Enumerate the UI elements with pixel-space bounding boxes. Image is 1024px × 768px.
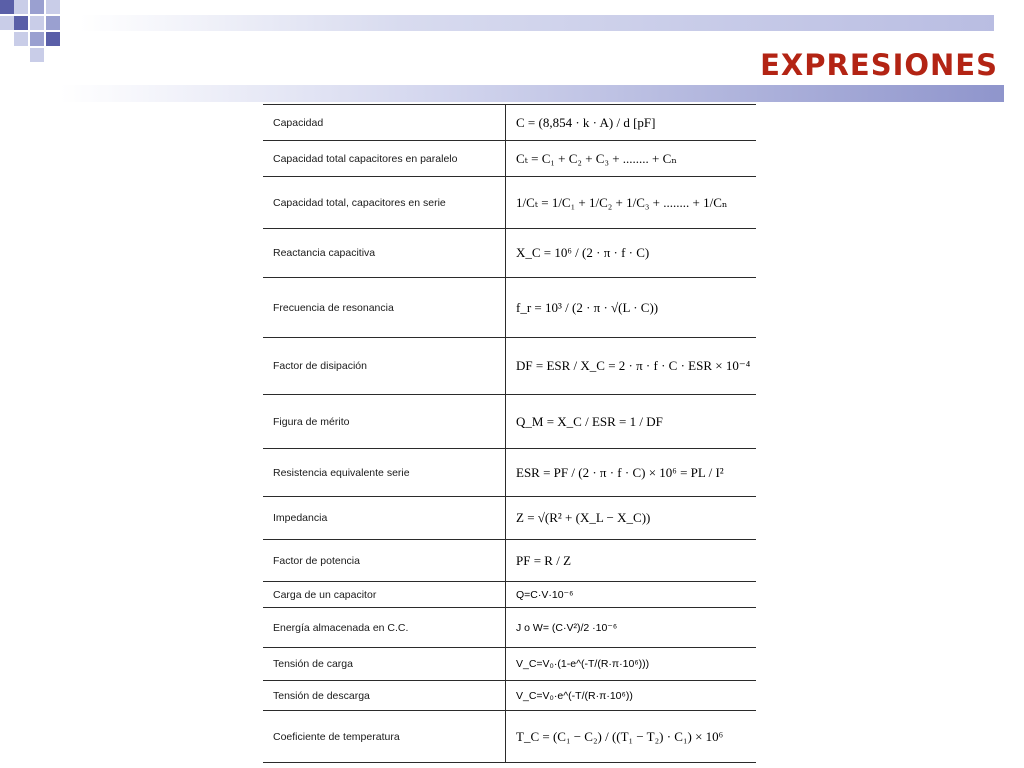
formula-name: Reactancia capacitiva <box>263 229 506 278</box>
formula-expression: Cₜ = C₁ + C₂ + C₃ + ........ + Cₙ <box>506 141 757 177</box>
corner-decoration <box>0 0 80 64</box>
formula-name: Factor de disipación <box>263 338 506 395</box>
formula-row <box>263 608 756 648</box>
formula-name: Capacidad total capacitores en paralelo <box>263 141 506 177</box>
formula-name: Factor de potencia <box>263 540 506 582</box>
formula-name: Tensión de carga <box>263 648 506 681</box>
formula-expression: f_r = 10³ / (2 · π · √(L · C)) <box>506 278 757 338</box>
formula-expression: J o W= (C·V²)/2 ·10⁻⁶ <box>506 608 757 648</box>
formula-row <box>263 449 756 497</box>
formula-name: Carga de un capacitor <box>263 582 506 608</box>
formula-name: Frecuencia de resonancia <box>263 278 506 338</box>
formula-expression: X_C = 10⁶ / (2 · π · f · C) <box>506 229 757 278</box>
slide-title: EXPRESIONES <box>760 48 998 82</box>
header-gradient-bar <box>80 15 994 31</box>
formula-row <box>263 711 756 763</box>
formula-row <box>263 338 756 395</box>
formula-name: Capacidad total, capacitores en serie <box>263 177 506 229</box>
formula-row <box>263 681 756 711</box>
formula-expression: V_C=V₀·(1-e^(-T/(R·π·10⁶))) <box>506 648 757 681</box>
formula-row <box>263 177 756 229</box>
formula-row <box>263 229 756 278</box>
formula-expression: DF = ESR / X_C = 2 · π · f · C · ESR × 10⁻⁴ <box>506 338 757 395</box>
formula-row <box>263 582 756 608</box>
title-underline-bar <box>60 85 1004 102</box>
formula-name: Tensión de descarga <box>263 681 506 711</box>
formula-expression: V_C=V₀·e^(-T/(R·π·10⁶)) <box>506 681 757 711</box>
formula-name: Resistencia equivalente serie <box>263 449 506 497</box>
formula-name: Impedancia <box>263 497 506 540</box>
formula-row <box>263 497 756 540</box>
formula-row <box>263 141 756 177</box>
formula-row <box>263 395 756 449</box>
formula-name: Coeficiente de temperatura <box>263 711 506 763</box>
formula-expression: Q=C·V·10⁻⁶ <box>506 582 757 608</box>
formula-row <box>263 105 756 141</box>
formula-expression: PF = R / Z <box>506 540 757 582</box>
formula-expression: Z = √(R² + (X_L − X_C)) <box>506 497 757 540</box>
formula-table <box>263 104 756 763</box>
formula-expression: T_C = (C₁ − C₂) / ((T₁ − T₂) · C₁) × 10⁶ <box>506 711 757 763</box>
formula-expression: Q_M = X_C / ESR = 1 / DF <box>506 395 757 449</box>
formula-expression: ESR = PF / (2 · π · f · C) × 10⁶ = PL / I² <box>506 449 757 497</box>
formula-name: Figura de mérito <box>263 395 506 449</box>
formula-expression: 1/Cₜ = 1/C₁ + 1/C₂ + 1/C₃ + ........ + 1/Cₙ <box>506 177 757 229</box>
formula-row <box>263 540 756 582</box>
formula-row <box>263 278 756 338</box>
formula-expression: C = (8,854 · k · A) / d [pF] <box>506 105 757 141</box>
formula-row <box>263 648 756 681</box>
formula-name: Capacidad <box>263 105 506 141</box>
formula-name: Energía almacenada en C.C. <box>263 608 506 648</box>
